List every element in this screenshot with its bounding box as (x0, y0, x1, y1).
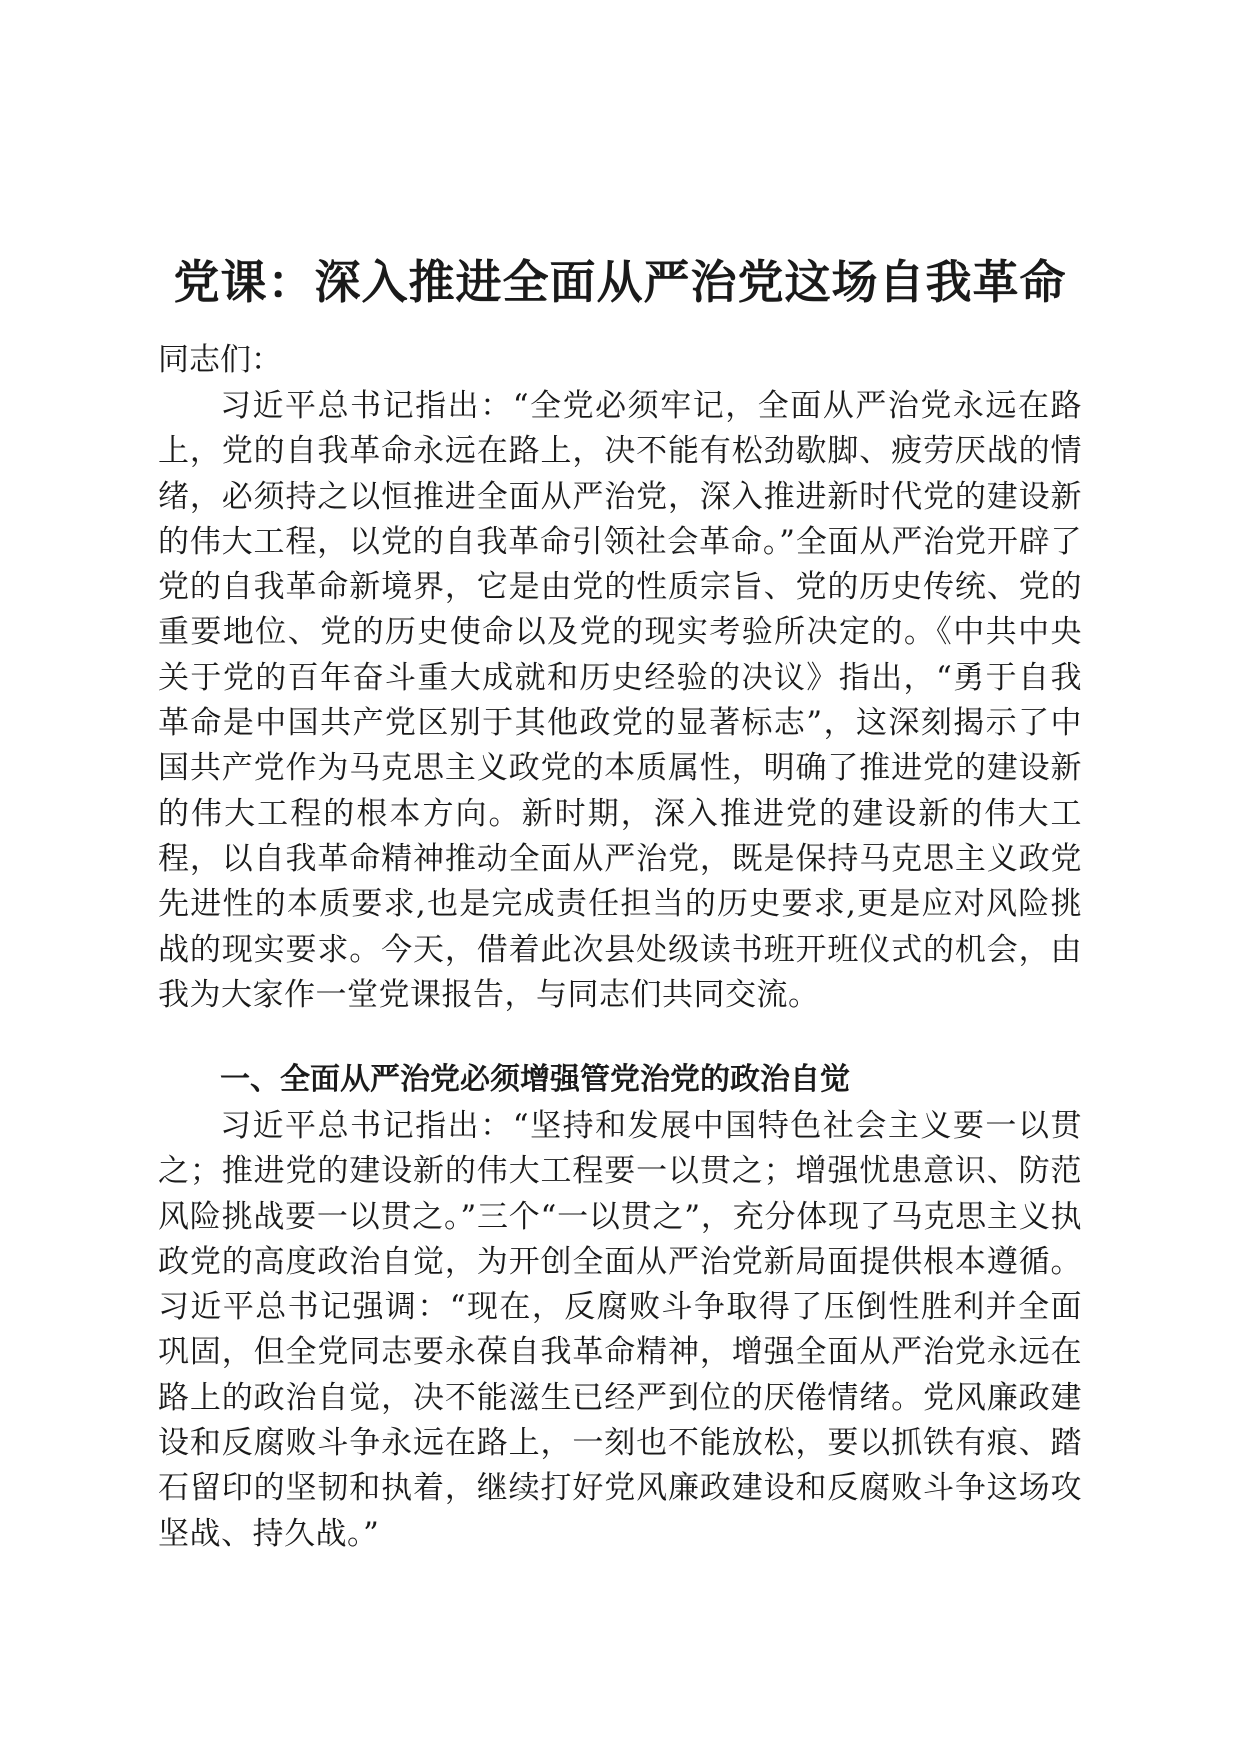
section-heading: 一、全面从严治党必须增强管党治党的政治自觉 (220, 1062, 850, 1097)
document-title: 党课：深入推进全面从严治党这场自我革命 (173, 255, 1067, 309)
body-paragraph: 习近平总书记指出：“坚持和发展中国特色社会主义要一以贯之；推进党的建设新的伟大工程要一以贯之；增强忧患意识、防范风险挑战要一以贯之。”三个“一以贯之”，充分体现了马克思主义执政党的高度政治自觉，为开创全面从严治党新局面提供根本遵循。习近平总书记强调：“现在，反腐败斗争取得了压倒性胜利并全面巩固，但全党同志要永葆自我革命精神，增强全面从严治党永远在路上的政治自觉，决不能滋生已经严到位的厌倦情绪。党风廉政建设和反腐败斗争永远在路上，一刻也不能放松，要以抓铁有痕、踏石留印的坚韧和执着，继续打好党风廉政建设和反腐败斗争这场攻坚战、持久战。” (158, 1108, 1082, 1552)
salutation: 同志们： (158, 342, 282, 378)
body-paragraph: 习近平总书记指出：“全党必须牢记，全面从严治党永远在路上，党的自我革命永远在路上，决不能有松劲歇脚、疲劳厌战的情绪，必须持之以恒推进全面从严治党，深入推进新时代党的建设新的伟大工程，以党的自我革命引领社会革命。”全面从严治党开辟了党的自我革命新境界，它是由党的性质宗旨、党的历史传统、党的重要地位、党的历史使命以及党的现实考验所决定的。《中共中央关于党的百年奋斗重大成就和历史经验的决议》指出，“勇于自我革命是中国共产党区别于其他政党的显著标志”，这深刻揭示了中国共产党作为马克思主义政党的本质属性，明确了推进党的建设新的伟大工程的根本方向。新时期，深入推进党的建设新的伟大工程，以自我革命精神推动全面从严治党，既是保持马克思主义政党先进性的本质要求,也是完成责任担当的历史要求,更是应对风险挑战的现实要求。今天，借着此次县处级读书班开班仪式的机会，由我为大家作一堂党课报告，与同志们共同交流。 (158, 388, 1082, 1013)
